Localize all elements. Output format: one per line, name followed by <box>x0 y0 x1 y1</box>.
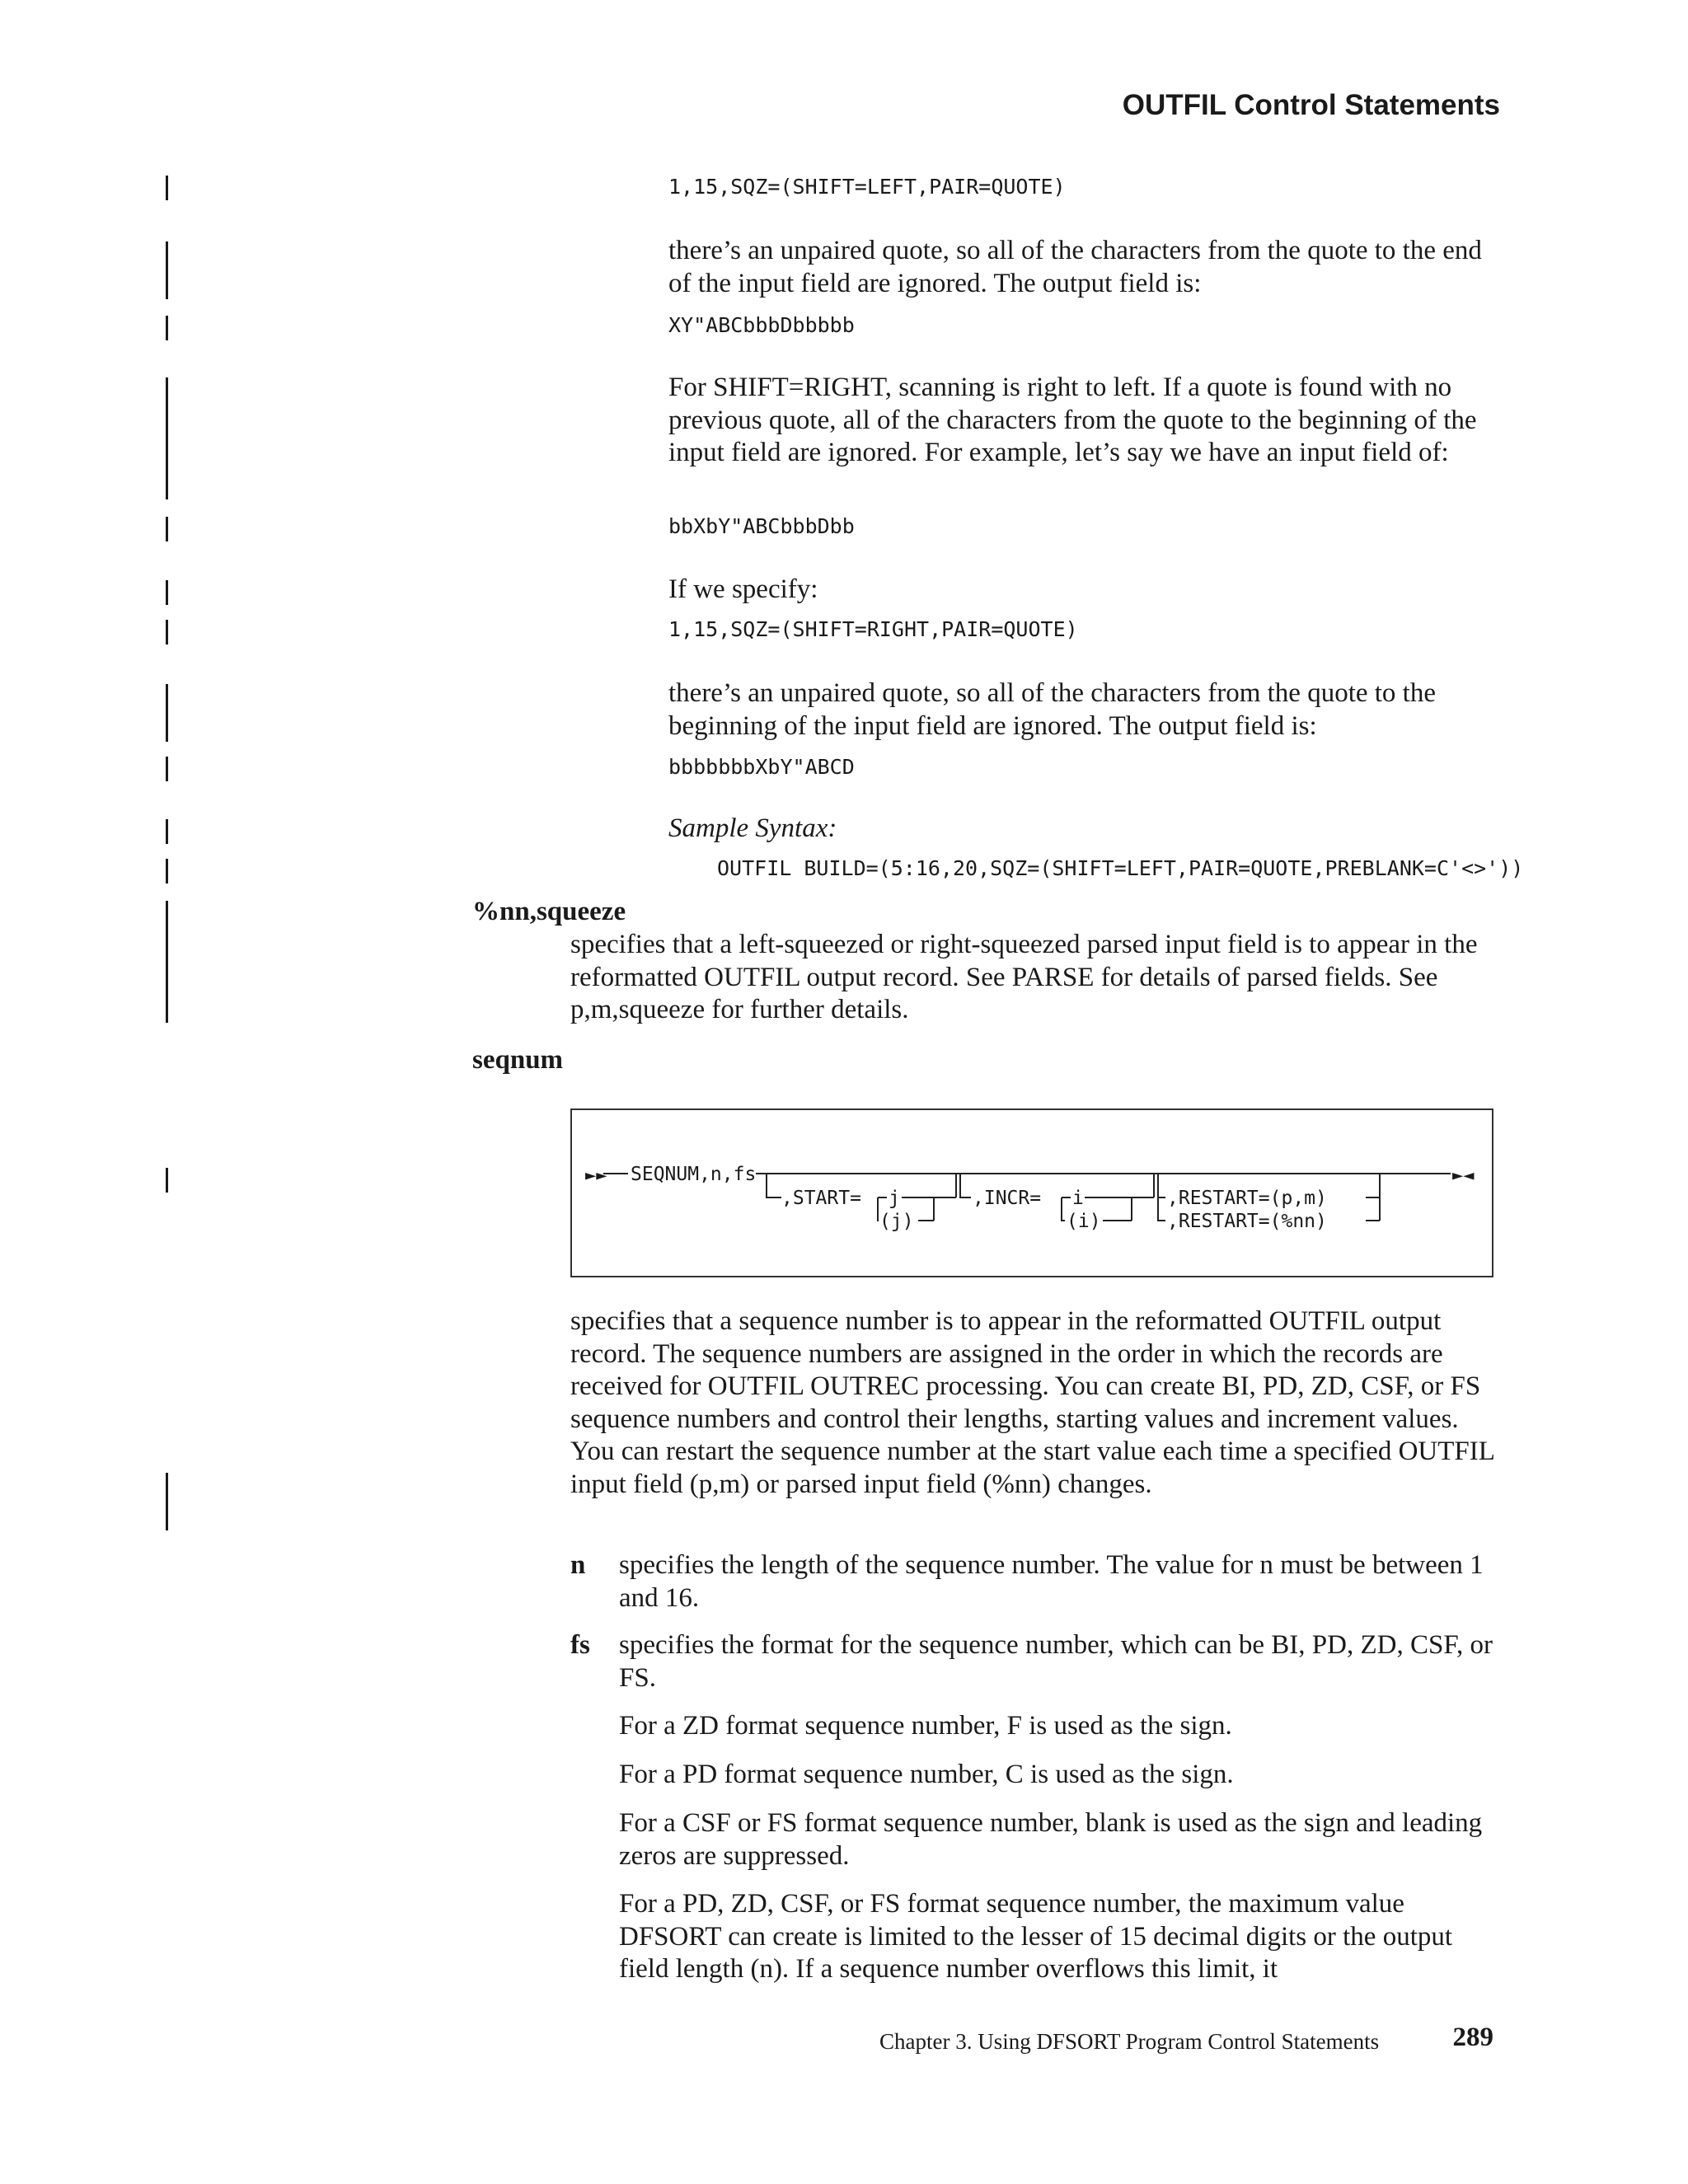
change-bar <box>166 176 168 200</box>
change-bar <box>166 517 168 541</box>
term-n: n <box>570 1550 586 1580</box>
nn-squeeze-description: specifies that a left-squeezed or right-squeezed parsed input field is to appear in the reformatted OUTFIL output record. See PARSE for details of parsed fields. See p,m,squeeze for further details. <box>570 930 1478 1024</box>
change-bar <box>166 819 168 844</box>
change-bar <box>166 1168 168 1193</box>
fs-zd-note: For a ZD format sequence number, F is used as the sign. <box>619 1711 1232 1741</box>
term-fs: fs <box>570 1630 590 1660</box>
sample-syntax-code: OUTFIL BUILD=(5:16,20,SQZ=(SHIFT=LEFT,PAIR=QUOTE,PREBLANK=C'<>')) <box>717 856 1524 880</box>
change-bar <box>166 377 168 499</box>
change-bar <box>166 859 168 883</box>
sample-syntax-label: Sample Syntax: <box>668 813 837 843</box>
paragraph: there’s an unpaired quote, so all of the characters from the quote to the beginning of the input field are ignored. The output field is: <box>668 678 1436 741</box>
change-bar <box>166 757 168 781</box>
page-number: 289 <box>1452 2022 1493 2052</box>
syntax-incr-i: i <box>1072 1188 1084 1209</box>
paragraph: there’s an unpaired quote, so all of the characters from the quote to the end of the input field are ignored. The output field is: <box>668 236 1482 298</box>
fs-csf-note: For a CSF or FS format sequence number, blank is used as the sign and leading zeros are suppressed. <box>619 1808 1483 1871</box>
footer-chapter: Chapter 3. Using DFSORT Program Control Statements <box>879 2029 1380 2054</box>
syntax-start-arrow: ►► <box>585 1165 607 1186</box>
code-example: bbbbbbbXbY"ABCD <box>668 755 855 779</box>
code-example: 1,15,SQZ=(SHIFT=LEFT,PAIR=QUOTE) <box>668 175 1066 199</box>
syntax-restart-pm: ,RESTART=(p,m) <box>1167 1188 1327 1209</box>
fs-description: specifies the format for the sequence number, which can be BI, PD, ZD, CSF, or FS. <box>619 1630 1493 1693</box>
paragraph: If we specify: <box>668 574 818 604</box>
fs-pd-note: For a PD format sequence number, C is used as the sign. <box>619 1760 1234 1789</box>
change-bar <box>166 580 168 605</box>
syntax-incr-paren-i: (i) <box>1067 1211 1101 1232</box>
code-example: 1,15,SQZ=(SHIFT=RIGHT,PAIR=QUOTE) <box>668 617 1078 641</box>
syntax-start-option: ,START= <box>781 1188 861 1209</box>
change-bar <box>166 684 168 742</box>
seqnum-description: specifies that a sequence number is to appear in the reformatted OUTFIL output record. The sequence numbers are assigned in the order in which the records are received for OUTFIL OUTREC processing. You can create BI, PD, ZD, CSF, or FS sequence numbers and control their lengths, starting values and increment values. You can restart the sequence number at the start value each time a specified OUTFIL input field (p,m) or parsed input field (%nn) changes. <box>570 1306 1494 1499</box>
change-bar <box>166 1473 168 1530</box>
fs-max-value-note: For a PD, ZD, CSF, or FS format sequence number, the maximum value DFSORT can create is limited to the lesser of 15 decimal digits or the output field length (n). If a sequence number overflows this limit, it <box>619 1889 1453 1984</box>
paragraph: For SHIFT=RIGHT, scanning is right to left. If a quote is found with no previous quote, all of the characters from the quote to the beginning of the input field are ignored. For example, let’s say we have an input field of: <box>668 373 1477 467</box>
syntax-end-arrow: ►◄ <box>1452 1165 1475 1186</box>
term-nn-squeeze: %nn,squeeze <box>472 897 626 926</box>
change-bar <box>166 620 168 644</box>
n-description: specifies the length of the sequence number. The value for n must be between 1 and 16. <box>619 1550 1484 1613</box>
syntax-restart-nn: ,RESTART=(%nn) <box>1167 1211 1327 1232</box>
code-example: bbXbY"ABCbbbDbb <box>668 514 855 538</box>
change-bar <box>166 241 168 299</box>
syntax-start-paren-j: (j) <box>879 1211 914 1232</box>
syntax-keyword: SEQNUM,n,fs <box>631 1164 757 1185</box>
syntax-start-j: j <box>889 1188 900 1209</box>
change-bar <box>166 316 168 340</box>
code-example: XY"ABCbbbDbbbbb <box>668 313 855 337</box>
syntax-incr-option: ,INCR= <box>973 1188 1042 1209</box>
running-header: OUTFIL Control Statements <box>1122 89 1500 121</box>
term-seqnum: seqnum <box>472 1045 564 1075</box>
change-bar <box>166 901 168 1023</box>
